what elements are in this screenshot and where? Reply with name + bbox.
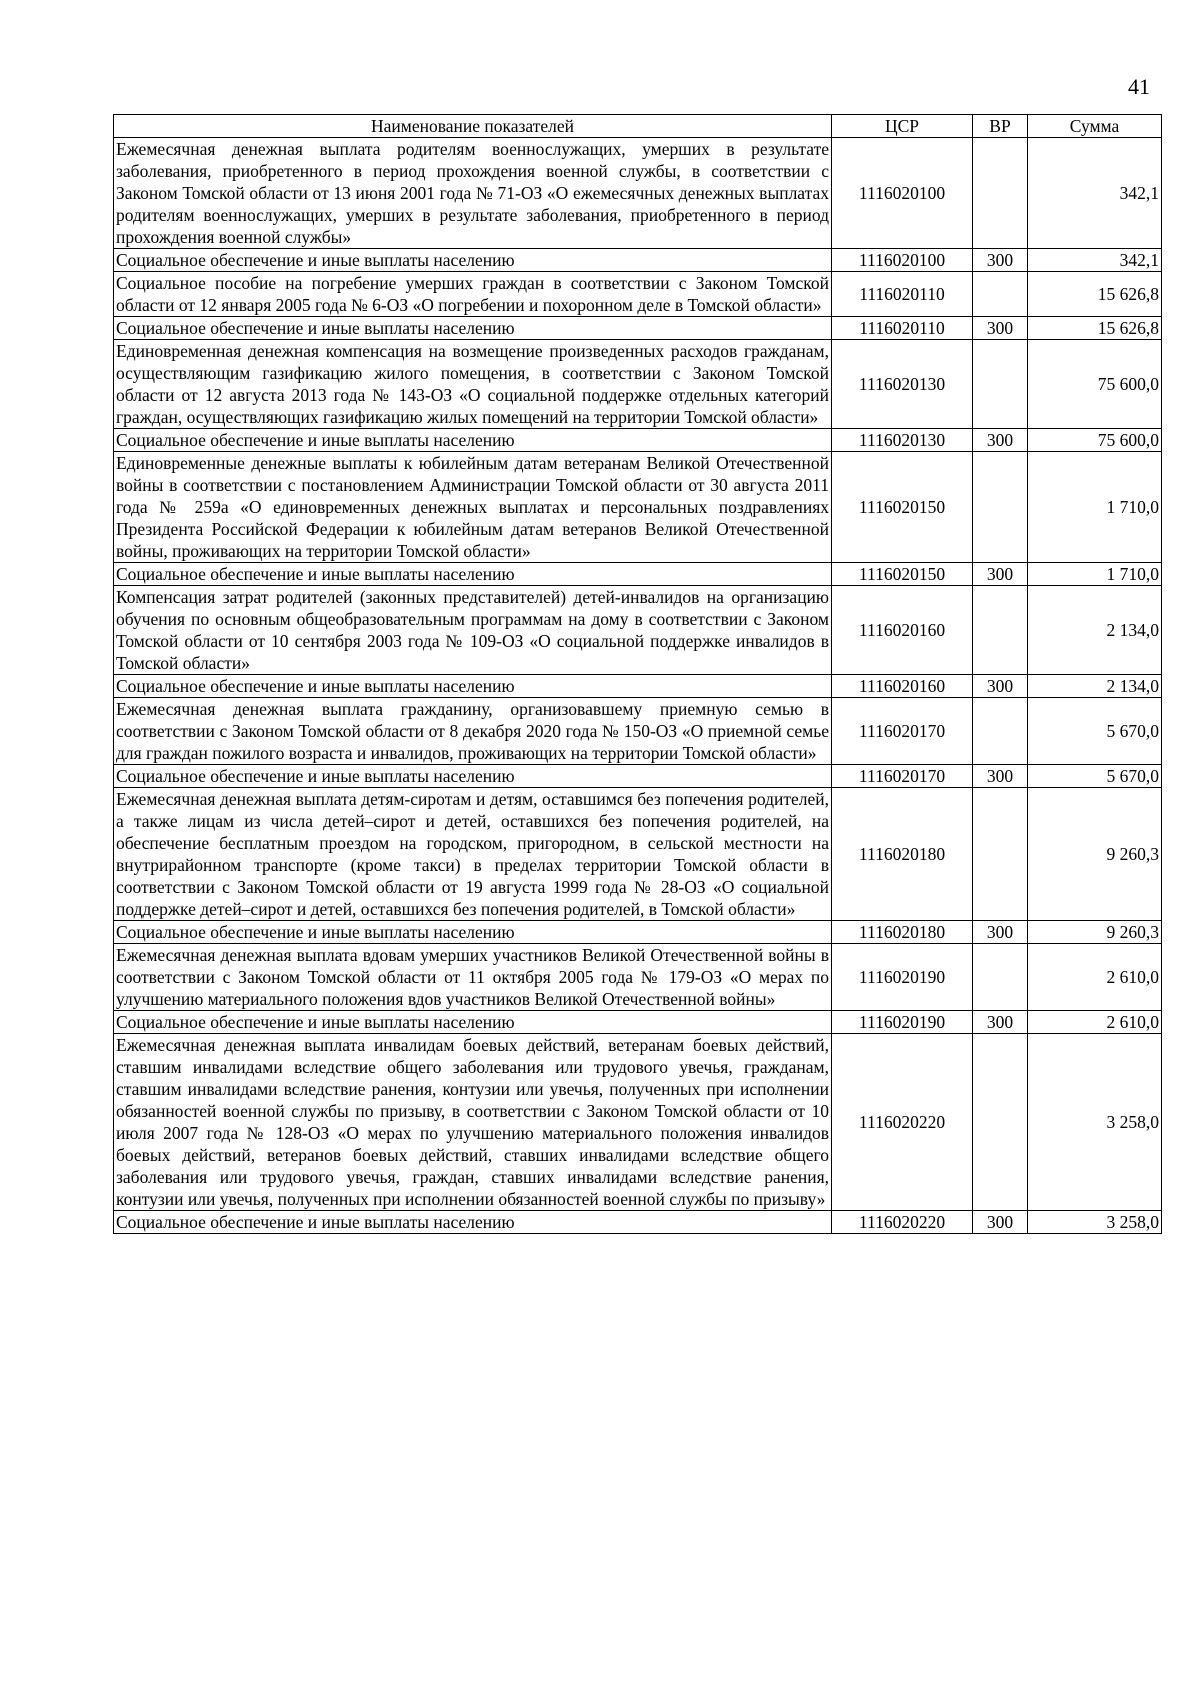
row-vr [973,698,1028,765]
table-row [114,586,1162,675]
row-sum: 9 260,3 [1028,788,1162,921]
row-name: Единовременные денежные выплаты к юбилейным датам ветеранам Великой Отечественной войны в соответствии с постановлением Администрации Томской области от 30 августа 2011 года № 259а «О единовременных денежных выплатах и персональных поздравлениях Президента Российской Федерации к юбилейным датам ветеранов Великой Отечественной войны, проживающих на территории Томской области» [114,452,832,563]
row-vr [973,340,1028,429]
row-sum: 5 670,0 [1028,698,1162,765]
table-row [114,429,1162,452]
row-csr: 1116020170 [832,698,973,765]
row-sum: 342,1 [1028,138,1162,249]
row-sum: 15 626,8 [1028,317,1162,340]
row-name: Ежемесячная денежная выплата родителям военнослужащих, умерших в результате заболевания, приобретенного в период прохождения военной службы, в соответствии с Законом Томской области от 13 июня 2001 года № 71-ОЗ «О ежемесячных денежных выплатах родителям военнослужащих, умерших в результате заболевания, приобретенного в период прохождения военной службы» [114,138,832,249]
row-csr: 1116020220 [832,1211,973,1234]
row-sum: 3 258,0 [1028,1211,1162,1234]
row-name: Социальное обеспечение и иные выплаты населению [114,563,832,586]
row-vr [973,944,1028,1011]
row-name: Социальное обеспечение и иные выплаты населению [114,921,832,944]
row-csr: 1116020150 [832,563,973,586]
row-csr: 1116020100 [832,249,973,272]
row-csr: 1116020220 [832,1034,973,1211]
table-row [114,765,1162,788]
row-name: Ежемесячная денежная выплата детям-сиротам и детям, оставшимся без попечения родителей, а также лицам из числа детей–сирот и детей, оставшихся без попечения родителей, на обеспечение бесплатным проездом на городском, пригородном, в сельской местности на внутрирайонном транспорте (кроме такси) в пределах территории Томской области в соответствии с Законом Томской области от 19 августа 1999 года № 28-ОЗ «О социальной поддержке детей–сирот и детей, оставшихся без попечения родителей, в Томской области» [114,788,832,921]
table-row [114,1211,1162,1234]
row-sum: 342,1 [1028,249,1162,272]
row-sum: 2 134,0 [1028,675,1162,698]
header-csr: ЦСР [832,115,973,138]
row-name: Социальное обеспечение и иные выплаты населению [114,765,832,788]
row-csr: 1116020170 [832,765,973,788]
row-name: Единовременная денежная компенсация на возмещение произведенных расходов гражданам, осуществляющим газификацию жилого помещения, в соответствии с Законом Томской области от 12 августа 2013 года № 143-ОЗ «О социальной поддержке отдельных категорий граждан, осуществляющих газификацию жилых помещений на территории Томской области» [114,340,832,429]
row-csr: 1116020160 [832,586,973,675]
header-vr: ВР [973,115,1028,138]
row-csr: 1116020190 [832,944,973,1011]
table-row [114,921,1162,944]
table-row [114,563,1162,586]
table-row [114,944,1162,1011]
row-vr [973,452,1028,563]
table-row [114,452,1162,563]
row-name: Социальное обеспечение и иные выплаты населению [114,1011,832,1034]
table-row [114,340,1162,429]
table-row [114,788,1162,921]
budget-table [113,114,1162,1234]
row-name: Ежемесячная денежная выплата гражданину, организовавшему приемную семью в соответствии с Законом Томской области от 8 декабря 2020 года № 150-ОЗ «О приемной семье для граждан пожилого возраста и инвалидов, проживающих на территории Томской области» [114,698,832,765]
row-name: Социальное обеспечение и иные выплаты населению [114,317,832,340]
table-row [114,675,1162,698]
row-vr: 300 [973,921,1028,944]
page-number: 41 [1128,74,1150,99]
row-csr: 1116020180 [832,921,973,944]
row-vr [973,1034,1028,1211]
row-csr: 1116020110 [832,317,973,340]
row-sum: 5 670,0 [1028,765,1162,788]
table-row [114,317,1162,340]
table-row [114,1034,1162,1211]
row-sum: 75 600,0 [1028,340,1162,429]
row-csr: 1116020100 [832,138,973,249]
row-csr: 1116020110 [832,272,973,317]
header-sum: Сумма [1028,115,1162,138]
row-vr [973,586,1028,675]
row-name: Социальное обеспечение и иные выплаты населению [114,249,832,272]
row-name: Компенсация затрат родителей (законных представителей) детей-инвалидов на организацию обучения по основным общеобразовательным программам на дому в соответствии с Законом Томской области от 10 сентября 2003 года № 109-ОЗ «О социальной поддержке инвалидов в Томской области» [114,586,832,675]
row-sum: 75 600,0 [1028,429,1162,452]
table-row [114,1011,1162,1034]
table-row [114,272,1162,317]
row-vr [973,272,1028,317]
table-row [114,249,1162,272]
row-name: Социальное обеспечение и иные выплаты населению [114,429,832,452]
row-sum: 2 610,0 [1028,1011,1162,1034]
row-csr: 1116020150 [832,452,973,563]
table-row [114,698,1162,765]
row-vr: 300 [973,249,1028,272]
row-sum: 15 626,8 [1028,272,1162,317]
table-header-row [114,115,1162,138]
table-row [114,138,1162,249]
row-vr: 300 [973,765,1028,788]
row-vr: 300 [973,429,1028,452]
row-sum: 3 258,0 [1028,1034,1162,1211]
header-name: Наименование показателей [114,115,832,138]
row-name: Социальное обеспечение и иные выплаты населению [114,675,832,698]
row-vr: 300 [973,1011,1028,1034]
row-name: Социальное пособие на погребение умерших граждан в соответствии с Законом Томской области от 12 января 2005 года № 6-ОЗ «О погребении и похоронном деле в Томской области» [114,272,832,317]
row-name: Ежемесячная денежная выплата инвалидам боевых действий, ветеранам боевых действий, ставшим инвалидами вследствие общего заболевания или трудового увечья, гражданам, ставшим инвалидами вследствие ранения, контузии или увечья, полученных при исполнении обязанностей военной службы по призыву, в соответствии с Законом Томской области от 10 июля 2007 года № 128-ОЗ «О мерах по улучшению материального положения инвалидов боевых действий, ветеранов боевых действий, ставших инвалидами вследствие общего заболевания или трудового увечья, граждан, ставших инвалидами вследствие ранения, контузии или увечья, полученных при исполнении обязанностей военной службы по призыву» [114,1034,832,1211]
row-vr: 300 [973,563,1028,586]
row-name: Социальное обеспечение и иные выплаты населению [114,1211,832,1234]
row-csr: 1116020190 [832,1011,973,1034]
row-vr: 300 [973,317,1028,340]
row-vr: 300 [973,675,1028,698]
row-sum: 9 260,3 [1028,921,1162,944]
row-name: Ежемесячная денежная выплата вдовам умерших участников Великой Отечественной войны в соответствии с Законом Томской области от 11 октября 2005 года № 179-ОЗ «О мерах по улучшению материального положения вдов участников Великой Отечественной войны» [114,944,832,1011]
row-csr: 1116020160 [832,675,973,698]
row-sum: 2 610,0 [1028,944,1162,1011]
row-csr: 1116020130 [832,429,973,452]
row-vr [973,788,1028,921]
row-csr: 1116020180 [832,788,973,921]
row-sum: 1 710,0 [1028,563,1162,586]
row-vr: 300 [973,1211,1028,1234]
row-vr [973,138,1028,249]
row-sum: 2 134,0 [1028,586,1162,675]
row-sum: 1 710,0 [1028,452,1162,563]
row-csr: 1116020130 [832,340,973,429]
